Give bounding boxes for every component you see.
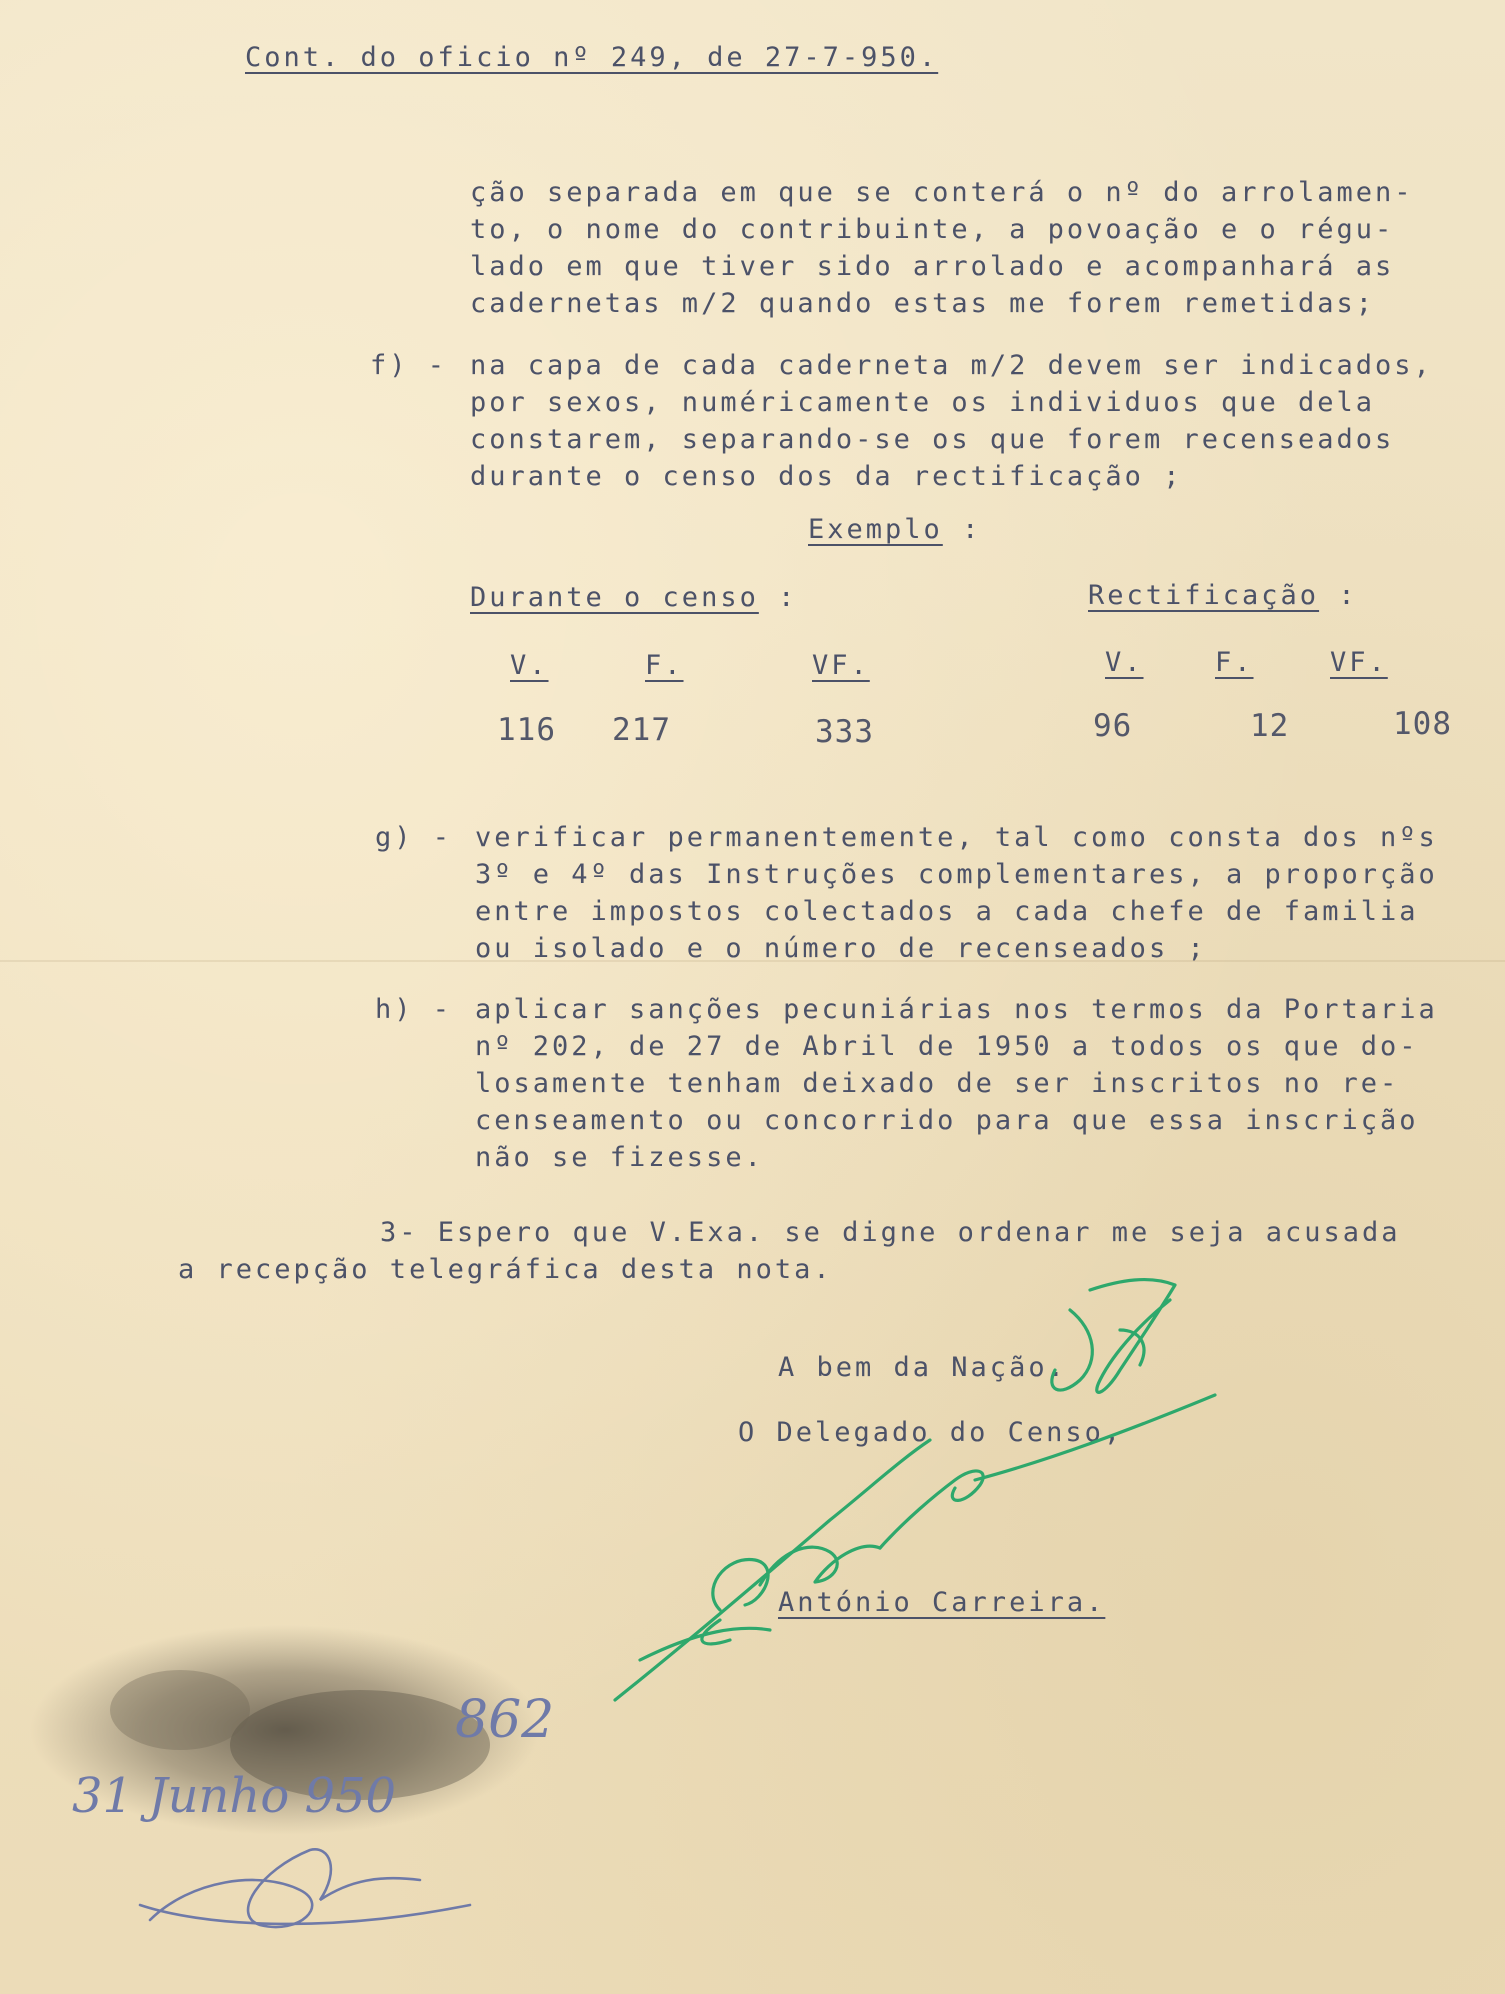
paragraph-g-line-3: entre impostos colectados a cada chefe de familia (475, 896, 1419, 927)
example-group-census-title: Durante o censo (470, 582, 759, 613)
paragraph-f-line-3: constarem, separando-se os que forem recenseados (470, 424, 1395, 455)
paragraph-h-line-1: aplicar sanções pecuniárias nos termos da Portaria (475, 994, 1438, 1025)
example-group-rectification-title: Rectificação (1088, 580, 1320, 611)
paragraph-3-line-1: 3- Espero que V.Exa. se digne ordenar me seja acusada (380, 1217, 1401, 1248)
paragraph-h-line-2: nº 202, de 27 de Abril de 1950 a todos os que do- (475, 1031, 1419, 1062)
closing-role: O Delegado do Censo, (738, 1417, 1124, 1448)
paragraph-h-line-4: censeamento ou concorrido para que essa inscrição (475, 1105, 1419, 1136)
rect-col-v: V. (1105, 647, 1144, 678)
paragraph-f-line-4: durante o censo dos da rectificação ; (470, 461, 1183, 492)
paragraph-h-line-3: losamente tenham deixado de ser inscritos no re- (475, 1068, 1400, 1099)
paragraph-h-marker: h) - (375, 994, 453, 1025)
stamp-number-handwritten: 862 (455, 1690, 555, 1750)
rect-col-vf: VF. (1330, 647, 1388, 678)
rect-col-f: F. (1215, 647, 1254, 678)
example-group-census-colon: : (778, 582, 798, 613)
paragraph-f-line-1: na capa de cada caderneta m/2 devem ser indicados, (470, 350, 1433, 381)
census-value-v: 116 (497, 712, 556, 748)
paragraph-g-line-1: verificar permanentemente, tal como consta dos nºs (475, 822, 1438, 853)
closing-salutation: A bem da Nação. (778, 1352, 1067, 1383)
example-group-rectification-colon: : (1338, 580, 1358, 611)
paragraph-e-line-3: lado em que tiver sido arrolado e acompanhará as (470, 251, 1395, 282)
rect-value-vf: 108 (1393, 706, 1452, 742)
rect-value-f: 12 (1250, 708, 1290, 744)
paragraph-e-line-1: ção separada em que se conterá o nº do arrolamen- (470, 177, 1414, 208)
paragraph-e-line-2: to, o nome do contribuinte, a povoação e o régu- (470, 214, 1395, 245)
signatory-name: António Carreira. (778, 1587, 1106, 1618)
census-col-vf: VF. (812, 650, 870, 681)
paragraph-h-line-5: não se fizesse. (475, 1142, 764, 1173)
census-col-f: F. (645, 650, 684, 681)
paragraph-f-marker: f) - (370, 350, 448, 381)
rect-value-v: 96 (1093, 708, 1133, 744)
paragraph-g-marker: g) - (375, 822, 453, 853)
letter-reference-header: Cont. do oficio nº 249, de 27-7-950. (245, 42, 939, 73)
paragraph-g-line-4: ou isolado e o número de recenseados ; (475, 933, 1207, 964)
paragraph-3-line-2: a recepção telegráfica desta nota. (178, 1254, 833, 1285)
paragraph-e-line-4: cadernetas m/2 quando estas me forem remetidas; (470, 288, 1376, 319)
stamp-date-handwritten: 31 Junho 950 (72, 1768, 397, 1824)
example-heading-colon: : (962, 514, 982, 545)
paragraph-f-line-2: por sexos, numéricamente os individuos que dela (470, 387, 1376, 418)
paragraph-g-line-2: 3º e 4º das Instruções complementares, a proporção (475, 859, 1438, 890)
example-heading-text: Exemplo (808, 514, 943, 545)
census-value-vf: 333 (815, 714, 874, 750)
census-col-v: V. (510, 650, 549, 681)
census-value-f: 217 (612, 712, 671, 748)
